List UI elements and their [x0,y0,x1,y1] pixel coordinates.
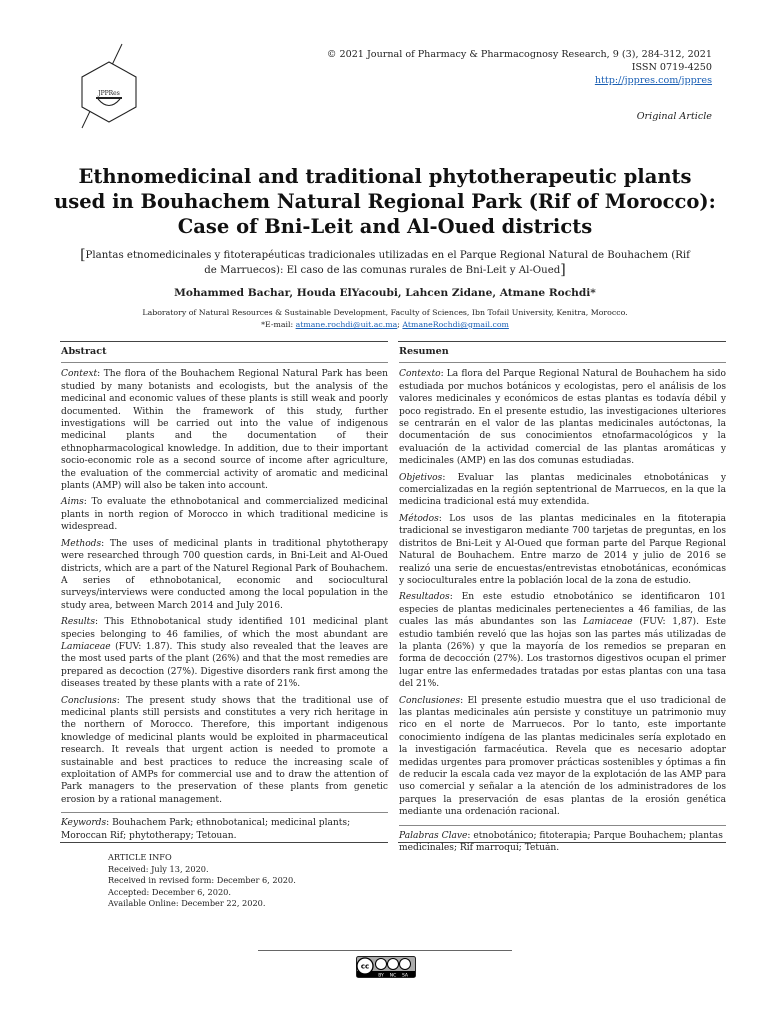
objetivos-label: Objetivos [399,472,443,483]
open-bracket: [ [80,247,86,263]
abstract-heading: Abstract [61,346,107,357]
resultados-text-a: : En este estudio etnobotánico se identificaron 101 especies de plantas medicinales pertenecientes a 46 familias, de las cuales las más abundantes son las [399,592,726,628]
article-type: Original Article [636,111,712,122]
resultados-family: Lamiaceae [582,617,633,628]
resumen-metodos [399,513,726,587]
context-label: Context [61,369,98,380]
resumen-conclusiones [399,695,726,819]
email-line [0,319,770,331]
journal-logo [78,42,140,130]
online-date: Available Online: December 22, 2020. [108,898,266,909]
methods-text: : The uses of medicinal plants in traditional phytotherapy were researched through 700 question cards, in Bni-Leit and Al-Oued districts, which are a part of the Naturel Regional Park of Bouhachem. A series of ethnobotanical, economic and sociocultural surveys/interviews were conducted among the local population in the study area, between March 2014 and July 2016. [61,538,388,611]
aims-text: : To evaluate the ethnobotanical and commercialized medicinal plants in north region of Morocco in which traditional medicine is widespread. [61,497,388,533]
contexto-label: Contexto [399,369,441,380]
abstract-top-rule [60,341,388,342]
aims-label: Aims [61,497,84,508]
by-icon: BY [378,973,384,978]
resumen-heading: Resumen [399,346,449,357]
contexto-text: : La flora del Parque Regional Natural de Bouhachem ha sido estudiada por muchos botánicos y ecologistas, pero el análisis de los valores medicinales y económicos de estas plantas es todavía débil y poco registrado. En el presente estudio, las investigaciones ulteriores se centrarán en el valor de las plantas medicinales autóctonas, la documentación de sus conocimientos etnofarmacológicos y la evaluación de la actividad comercial de las plantas aromáticas y medicinales (AMP) en las dos comunas estudiadas. [399,369,726,467]
claves-text: : etnobotánico; fitoterapia; Parque Bouhachem; plantas medicinales; Rif marroquí; Tetuán. [399,830,723,854]
email-link-2[interactable]: AtmaneRochdi@gmail.com [402,320,509,329]
resumen-resultados [399,591,726,690]
resultados-label: Resultados [399,592,450,603]
abstract-aims [61,496,388,533]
abstract-methods [61,538,388,612]
issn: ISSN 0719-4250 [631,62,712,73]
article-info [108,852,296,910]
nc-icon: NC [389,973,397,978]
objetivos-text: : Evaluar las plantas medicinales etnobotánicas y comercializadas en la región septentrional de Marruecos, en la que la medicina tradicional está muy extendida. [399,472,726,508]
abstract-heading-rule [61,362,388,363]
footer-rule [258,950,512,951]
article-info-heading: ARTICLE INFO [108,852,172,862]
conclusions-text: : The present study shows that the traditional use of medicinal plants still persists and constitutes a very rich heritage in the northern of Morocco. Therefore, this important indigenous knowledge of medicinal plants would be exploited in pharmaceutical research. It reveals that urgent action is needed to promote a sustainable and best practices to reduce the increasing scale of exploitation of AMPs for commercial use and to draw the attention of Park managers to the preservation of these plants from genetic erosion by a rational management. [61,695,388,805]
resumen-objetivos [399,472,726,509]
citation: © 2021 Journal of Pharmacy & Pharmacognosy Research, 9 (3), 284-312, 2021 [326,49,712,60]
cc-license-badge[interactable] [356,956,416,982]
methods-label: Methods [61,538,102,549]
logo-text: JPPRes [98,90,120,97]
sa-icon: SA [401,973,409,978]
email-prefix: *E-mail: [261,320,294,329]
claves-label: Palabras Clave [399,830,468,841]
keywords-label: Keywords [61,818,107,829]
abstract-results [61,616,388,690]
resultados-text-b: (FUV: 1,87). Este estudio también reveló que las hojas son las partes más utilizadas de la planta (26%) y que la mayoría de los remedios se preparan en forma de decocción (27%). Los trastornos digestivos ocupan el primer lugar entre las enfermedades tratadas por estas plantas con una tasa del 21%. [399,617,726,690]
metodos-label: Métodos [399,513,439,524]
paper-title: Ethnomedicinal and traditional phytotherapeutic plants used in Bouhachem Natural Regional Park (Rif of Morocco): Case of Bni-Leit and Al-Oued districts [54,165,716,238]
results-family: Lamiaceae [61,641,111,652]
metodos-text: : Los usos de las plantas medicinales en la fitoterapia tradicional se investigaron mediante 700 tarjetas de preguntas, en los distritos de Bni-Leit y Al-Oued que forman parte del Parque Regional Natural de Bouhachem. Entre marzo de 2014 y julio de 2016 se realizó una serie de encuestas/entrevistas etnobotánicas, económicas y socioculturales entre la población local de la zona de estudio. [399,513,726,586]
keywords-text: : Bouhachem Park; ethnobotanical; medicinal plants; Moroccan Rif; phytotherapy; Tetouan. [61,818,351,841]
affiliation: Laboratory of Natural Resources & Sustainable Development, Faculty of Sciences, Ibn Tofail University, Kenitra, Morocco. [142,308,628,317]
context-text: : The flora of the Bouhachem Regional Natural Park has been studied by many botanists and ecologists, but the analysis of the medicinal and economic values of these plants is still weak and poorly documented. Within the framework of this study, further investigations will be carried out into the value of indigenous medicinal plants and the documentation of their ethnopharmacological knowledge. In addition, due to their important socio-economic role as a second source of income after agriculture, the evaluation of the commercial activity of aromatic and medicinal plants (AMP) will also be taken into account. [61,369,388,492]
resumen-contexto [399,368,726,467]
abstract-keywords [61,817,388,842]
abstract-context [61,368,388,492]
claves-rule [399,825,726,826]
conclusions-label: Conclusions [61,695,117,706]
revised-date: Received in revised form: December 6, 2020. [108,875,296,886]
conclusiones-label: Conclusiones [399,695,461,706]
received-date: Received: July 13, 2020. [108,863,209,874]
results-text-b: (FUV: 1.87). This study also revealed that the leaves are the most used parts of the plant (26%) and that the most remedies are prepared as decoction (27%). Digestive disorders rank first among the diseases treated by these plants with a rate of 21%. [61,641,388,690]
authors: Mohammed Bachar, Houda ElYacoubi, Lahcen Zidane, Atmane Rochdi* [174,287,596,299]
email-separator: ; [397,320,400,329]
cc-icon: cc [360,962,370,971]
abstract-bottom-rule [60,842,388,843]
spanish-title-text: Plantas etnomedicinales y fitoterapéuticas tradicionales utilizadas en el Parque Regional Natural de Bouhachem (Rif de Marruecos): El caso de las comunas rurales de Bni-Leit y Al-Oued [85,250,690,276]
accepted-date: Accepted: December 6, 2020. [108,886,231,897]
results-text-a: : This Ethnobotanical study identified 101 medicinal plant species belonging to 46 families, of which the most abundant are [61,617,388,640]
resumen-bottom-rule [398,842,726,843]
affiliation-block [0,307,770,331]
email-link-1[interactable]: atmane.rochdi@uit.ac.ma [295,320,398,329]
conclusiones-text: : El presente estudio muestra que el uso tradicional de las plantas medicinales aún persiste y constituye un patrimonio muy rico en el norte de Marruecos. Por lo tanto, este importante conocimiento indígena de las plantas medicinales sería explotado en la investigación farmacéutica. Revela que es necesario adoptar medidas urgentes para promover prácticas sostenibles y óptimas a fin de reducir la escala cada vez mayor de la explotación de las AMP para uso comercial y señalar a la atención de los administradores de los parques la preservación de esas plantas de la erosión genética mediante una ordenación racional. [399,695,726,818]
keywords-rule [61,812,388,813]
spanish-title [80,248,690,278]
resumen-heading-rule [399,362,726,363]
abstract-column [61,346,388,846]
journal-url-link[interactable]: http://jppres.com/jppres [594,75,712,86]
close-bracket: ] [560,262,566,278]
results-label: Results [61,617,95,628]
abstract-conclusions [61,695,388,807]
resumen-top-rule [398,341,726,342]
resumen-column [399,346,726,858]
